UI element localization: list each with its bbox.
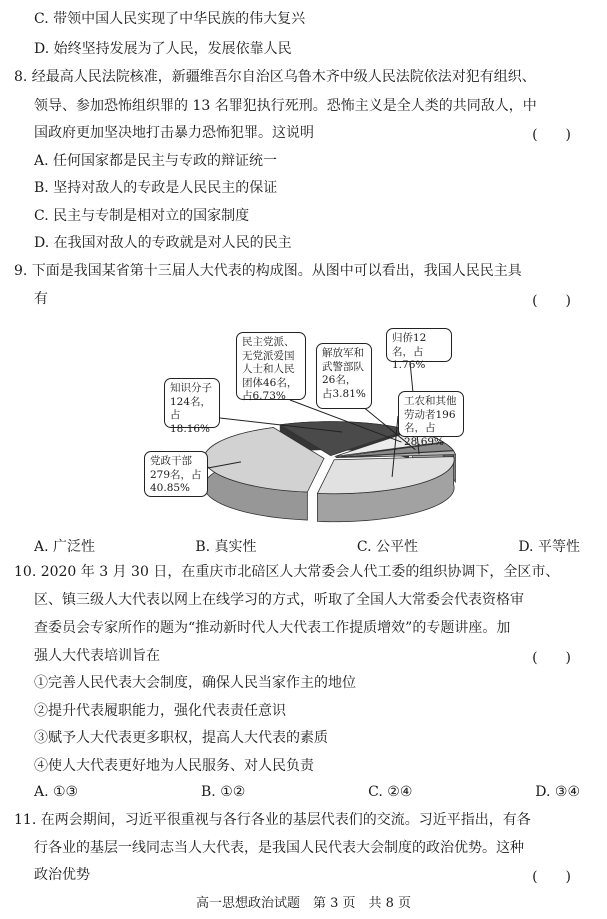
q11-stem-line-1: 11. 在两会期间，习近平很重视与各行各业的基层代表们的交流。习近平指出，有各 bbox=[14, 812, 531, 828]
q9-option-a: A. 广泛性 bbox=[34, 539, 96, 555]
q10-option-a: A. ①③ bbox=[34, 784, 79, 800]
q8-option-d: D. 在我国对敌人的专政就是对人民的民主 bbox=[34, 235, 292, 251]
callout-pla bbox=[316, 343, 372, 409]
callout-pla-text: 解放军和武警部队26名，占3.81% bbox=[322, 347, 366, 400]
q9-stem-line-1: 9. 下面是我国某省第十三届人大代表的构成图。从图中可以看出，我国人民民主具 bbox=[14, 263, 522, 279]
callout-workers-farmers bbox=[398, 391, 464, 448]
callout-intellectuals bbox=[164, 378, 220, 435]
q10-stem-line-2: 区、镇三级人大代表以网上在线学习的方式，听取了全国人大常委会代表资格审 bbox=[34, 592, 524, 608]
q8-option-a: A. 任何国家都是民主与专政的辩证统一 bbox=[34, 153, 278, 169]
q11-answer-blank: ( ) bbox=[532, 869, 571, 885]
q9-options bbox=[34, 536, 580, 556]
q8-option-c: C. 民主与专制是相对立的国家制度 bbox=[34, 208, 250, 224]
q8-stem-line-3: 国政府更加坚决地打击暴力恐怖犯罪。这说明 bbox=[34, 125, 314, 141]
q9-stem-line-2: 有 bbox=[34, 291, 48, 307]
q8-option-b: B. 坚持对敌人的专政是人民民主的保证 bbox=[34, 180, 278, 196]
callout-intellectuals-text: 知识分子124名，占18.16% bbox=[170, 382, 212, 435]
q10-stem-line-3: 查委员会专家所作的题为“推动新时代人大代表工作提质增效”的专题讲座。加 bbox=[34, 620, 511, 636]
q10-answer-blank: ( ) bbox=[532, 650, 571, 666]
q9-option-c: C. 公平性 bbox=[356, 539, 418, 555]
callout-party-cadres bbox=[144, 451, 208, 497]
q11-stem-line-2: 行各业的基层一线同志当人大代表，是我国人民代表大会制度的政治优势。这种 bbox=[34, 840, 524, 856]
prev-option-d: D. 始终坚持发展为了人民，发展依靠人民 bbox=[34, 41, 292, 57]
prev-option-c: C. 带领中国人民实现了中华民族的伟大复兴 bbox=[34, 11, 306, 27]
q10-stem-line-1: 10. 2020 年 3 月 30 日，在重庆市北碚区人大常委会人代工委的组织协调下，全区市、 bbox=[14, 564, 560, 580]
q10-option-b: B. ①② bbox=[201, 784, 246, 800]
q10-option-d: D. ③④ bbox=[535, 784, 580, 800]
q10-statement-4: ④使人大代表更好地为人民服务、对人民负责 bbox=[34, 758, 314, 774]
callout-returned-overseas-text: 归侨12名，占1.76% bbox=[392, 332, 427, 371]
q9-option-d: D. 平等性 bbox=[518, 539, 580, 555]
q8-answer-blank: ( ) bbox=[532, 127, 571, 143]
callout-democratic-parties bbox=[236, 332, 306, 400]
q8-stem-line-1: 8. 经最高人民法院核准，新疆维吾尔自治区乌鲁木齐中级人民法院依法对犯有组织、 bbox=[14, 69, 536, 85]
q10-statement-3: ③赋予人大代表更多职权，提高人大代表的素质 bbox=[34, 730, 328, 746]
q9-answer-blank: ( ) bbox=[532, 293, 571, 309]
q10-statement-2: ②提升代表履职能力，强化代表责任意识 bbox=[34, 703, 286, 719]
q9-option-b: B. 真实性 bbox=[195, 539, 257, 555]
page-footer: 高一思想政治试题 第 3 页 共 8 页 bbox=[195, 896, 412, 911]
callout-workers-farmers-text: 工农和其他劳动者196名，占28.69% bbox=[404, 395, 457, 448]
callout-returned-overseas bbox=[386, 328, 452, 371]
callout-party-cadres-text: 党政干部279名，占40.85% bbox=[150, 455, 202, 494]
q10-option-c: C. ②④ bbox=[368, 784, 413, 800]
callout-democratic-parties-text: 民主党派、无党派爱国人士和人民团体46名，占6.73% bbox=[242, 336, 298, 402]
q10-stem-line-4: 强人大代表培训旨在 bbox=[34, 648, 160, 664]
q8-stem-line-2: 领导、参加恐怖组织罪的 13 名罪犯执行死刑。恐怖主义是全人类的共同敌人，中 bbox=[34, 98, 537, 114]
q10-options bbox=[34, 784, 580, 800]
q11-stem-line-3: 政治优势 bbox=[34, 867, 90, 883]
q10-statement-1: ①完善人民代表大会制度，确保人民当家作主的地位 bbox=[34, 675, 356, 691]
